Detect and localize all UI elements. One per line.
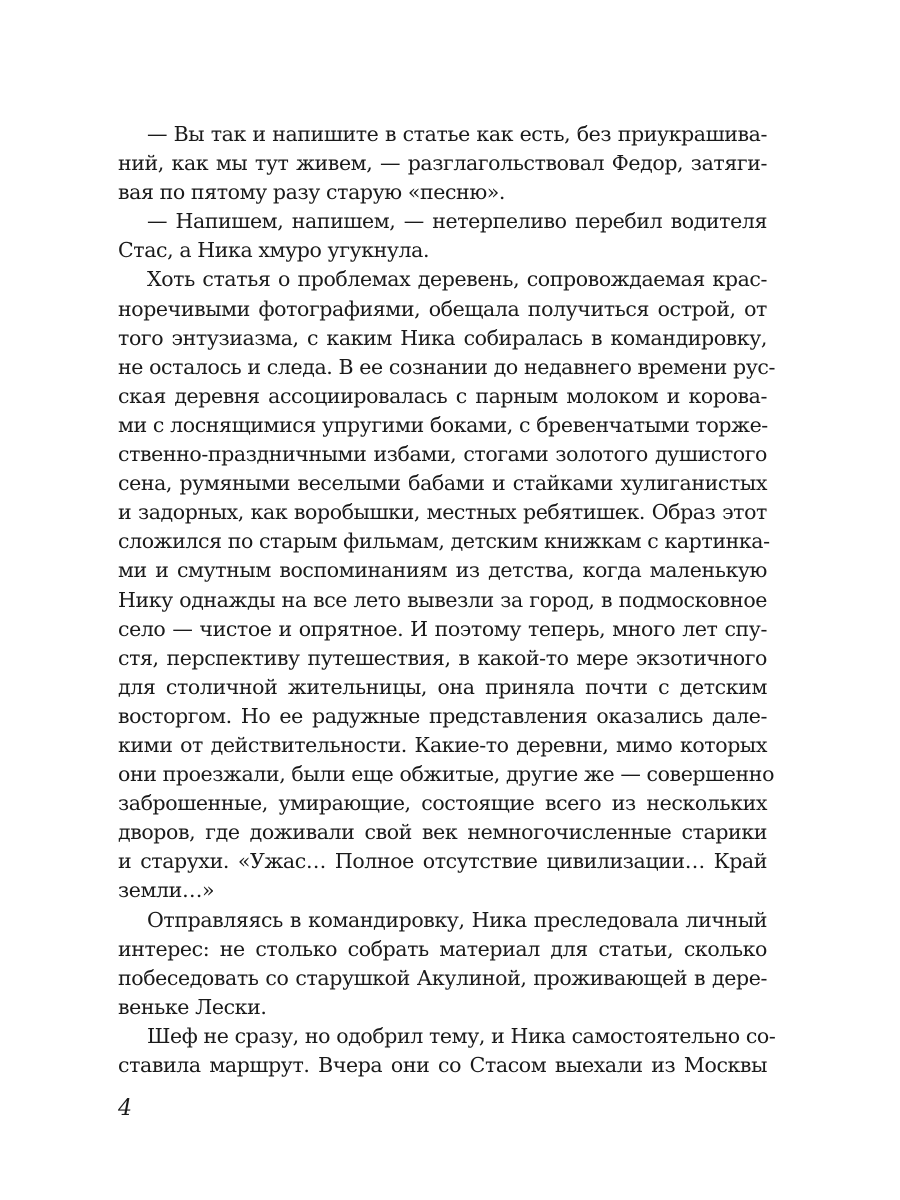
text-line: Хоть статья о проблемах деревень, сопровождаемая крас- — [147, 267, 767, 292]
text-line: кими от действительности. Какие-то деревни, мимо которых — [118, 732, 767, 757]
text-line: они проезжали, были еще обжитые, другие же — совершенно — [118, 762, 775, 787]
text-line: ний, как мы тут живем, — разглагольствовал Федор, затяги- — [118, 151, 767, 176]
text-line: норечивыми фотографиями, обещала получиться острой, от — [118, 296, 767, 321]
text-line: для столичной жительницы, она приняла почти с детским — [118, 674, 767, 699]
text-line: Стас, а Ника хмуро угукнула. — [118, 238, 430, 263]
text-line: ская деревня ассоциировалась с парным молоком и корова- — [118, 383, 767, 408]
text-line: не осталось и следа. В ее сознании до недавнего времени рус- — [118, 354, 776, 379]
text-line: — Вы так и напишите в статье как есть, без приукрашива- — [147, 122, 767, 146]
text-line: того энтузиазма, с каким Ника собиралась в командировку, — [118, 325, 767, 350]
text-line: земли…» — [118, 878, 215, 903]
text-line: сена, румяными веселыми бабами и стайками хулиганистых — [118, 471, 767, 496]
text-line: интерес: не столько собрать материал для статьи, сколько — [118, 936, 767, 961]
text-line: и задорных, как воробышки, местных ребятишек. Образ этот — [118, 500, 767, 525]
text-line: вая по пятому разу старую «песню». — [118, 180, 506, 205]
page-number: 4 — [118, 1096, 132, 1121]
text-line: — Напишем, напишем, — нетерпеливо перебил водителя — [147, 209, 767, 234]
text-line: ми с лоснящимися упругими боками, с бревенчатыми торже- — [118, 412, 768, 437]
text-line: дворов, где доживали свой век немногочисленные старики — [118, 820, 767, 845]
text-line: побеседовать со старушкой Акулиной, проживающей в дере- — [118, 965, 767, 990]
body-text — [118, 120, 776, 1080]
text-line: село — чистое и опрятное. И поэтому теперь, много лет спу- — [118, 616, 767, 641]
text-line: ственно-праздничными избами, стогами золотого душистого — [118, 442, 767, 467]
text-line: и старухи. «Ужас… Полное отсутствие цивилизации… Край — [118, 849, 767, 874]
text-line: Шеф не сразу, но одобрил тему, и Ника самостоятельно со- — [147, 1023, 776, 1048]
text-line: стя, перспективу путешествия, в какой-то мере экзотичного — [118, 645, 767, 670]
text-line: ми и смутным воспоминаниям из детства, когда маленькую — [118, 558, 767, 583]
text-line: Нику однажды на все лето вывезли за город, в подмосковное — [118, 587, 767, 612]
text-line: веньке Лески. — [118, 994, 267, 1019]
text-line: восторгом. Но ее радужные представления оказались дале- — [118, 703, 767, 728]
text-line: ставила маршрут. Вчера они со Стасом выехали из Москвы — [118, 1053, 767, 1077]
text-line: заброшенные, умирающие, состоящие всего из нескольких — [118, 791, 767, 816]
text-line: Отправляясь в командировку, Ника преследовала личный — [147, 907, 767, 932]
text-line: сложился по старым фильмам, детским книжкам с картинка- — [118, 529, 770, 554]
